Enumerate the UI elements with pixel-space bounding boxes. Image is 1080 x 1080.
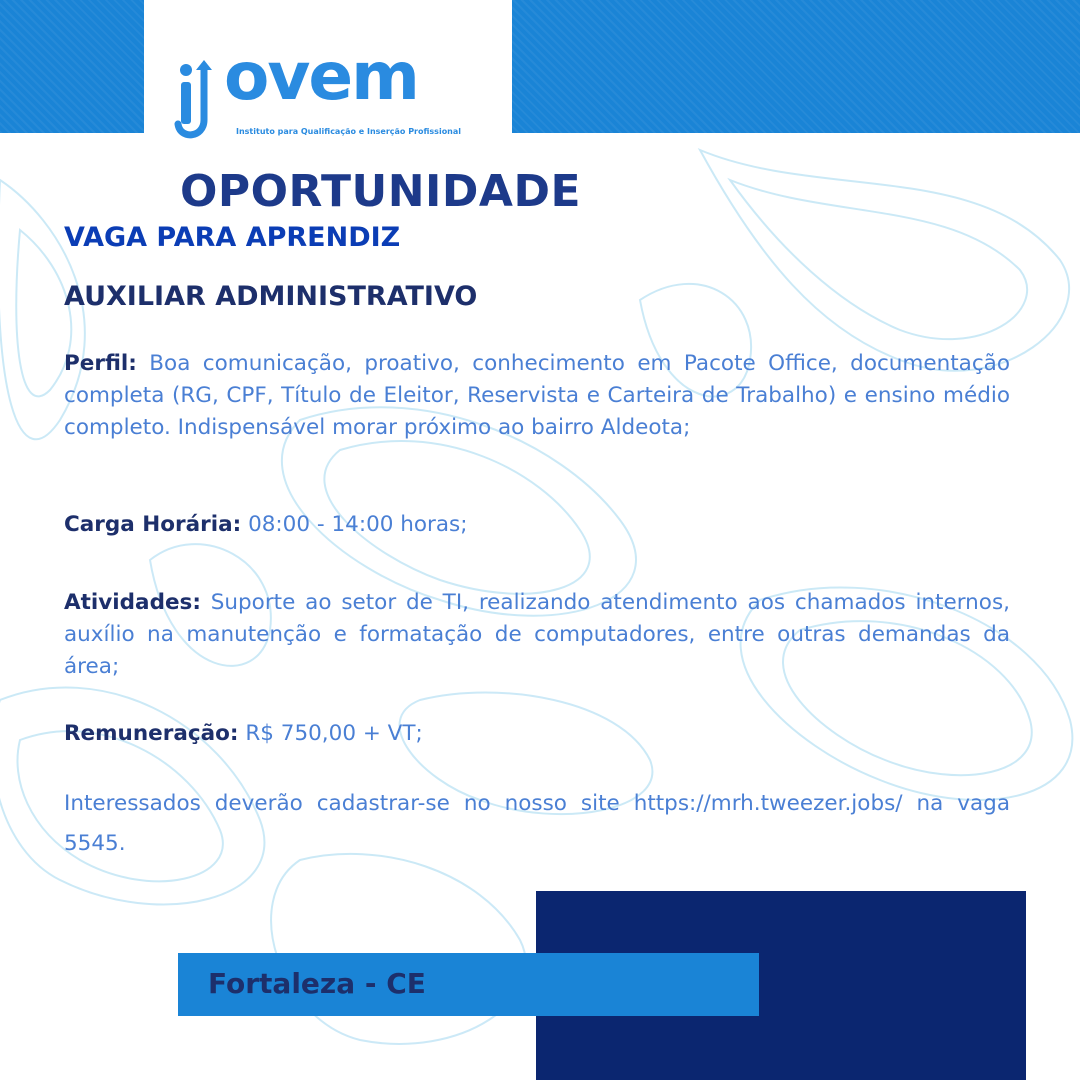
carga-text: 08:00 - 14:00 horas; (248, 512, 468, 537)
carga-label: Carga Horária: (64, 512, 242, 537)
perfil-section (64, 348, 1010, 444)
location-text: Fortaleza - CE (208, 967, 426, 1000)
cta-text: Interessados deverão cadastrar-se no nosso site https://mrh.tweezer.jobs/ na vaga 5545. (64, 791, 1010, 856)
remuneracao-label: Remuneração: (64, 721, 239, 746)
logo-wordmark: ovem (224, 38, 418, 115)
page-title: OPORTUNIDADE (180, 166, 582, 217)
atividades-label: Atividades: (64, 590, 201, 615)
cta-section (64, 784, 1010, 864)
logo-tagline: Instituto para Qualificação e Inserção Profissional (236, 127, 462, 136)
perfil-label: Perfil: (64, 351, 137, 376)
carga-section (64, 509, 1010, 541)
location-bar (178, 953, 759, 1016)
atividades-text: Suporte ao setor de TI, realizando atendimento aos chamados internos, auxílio na manutenção e formatação de computadores, entre outras demandas da área; (64, 590, 1010, 679)
atividades-section (64, 587, 1010, 683)
perfil-text: Boa comunicação, proativo, conhecimento em Pacote Office, documentação completa (RG, CPF, Título de Eleitor, Reservista e Carteira de Trabalho) e ensino médio completo. Indispensável morar próximo ao bairro Aldeota; (64, 351, 1010, 440)
remuneracao-section (64, 718, 1010, 750)
job-role: AUXILIAR ADMINISTRATIVO (64, 281, 478, 312)
remuneracao-text: R$ 750,00 + VT; (245, 721, 423, 746)
logo (144, 0, 512, 140)
job-type: VAGA PARA APRENDIZ (64, 222, 401, 253)
